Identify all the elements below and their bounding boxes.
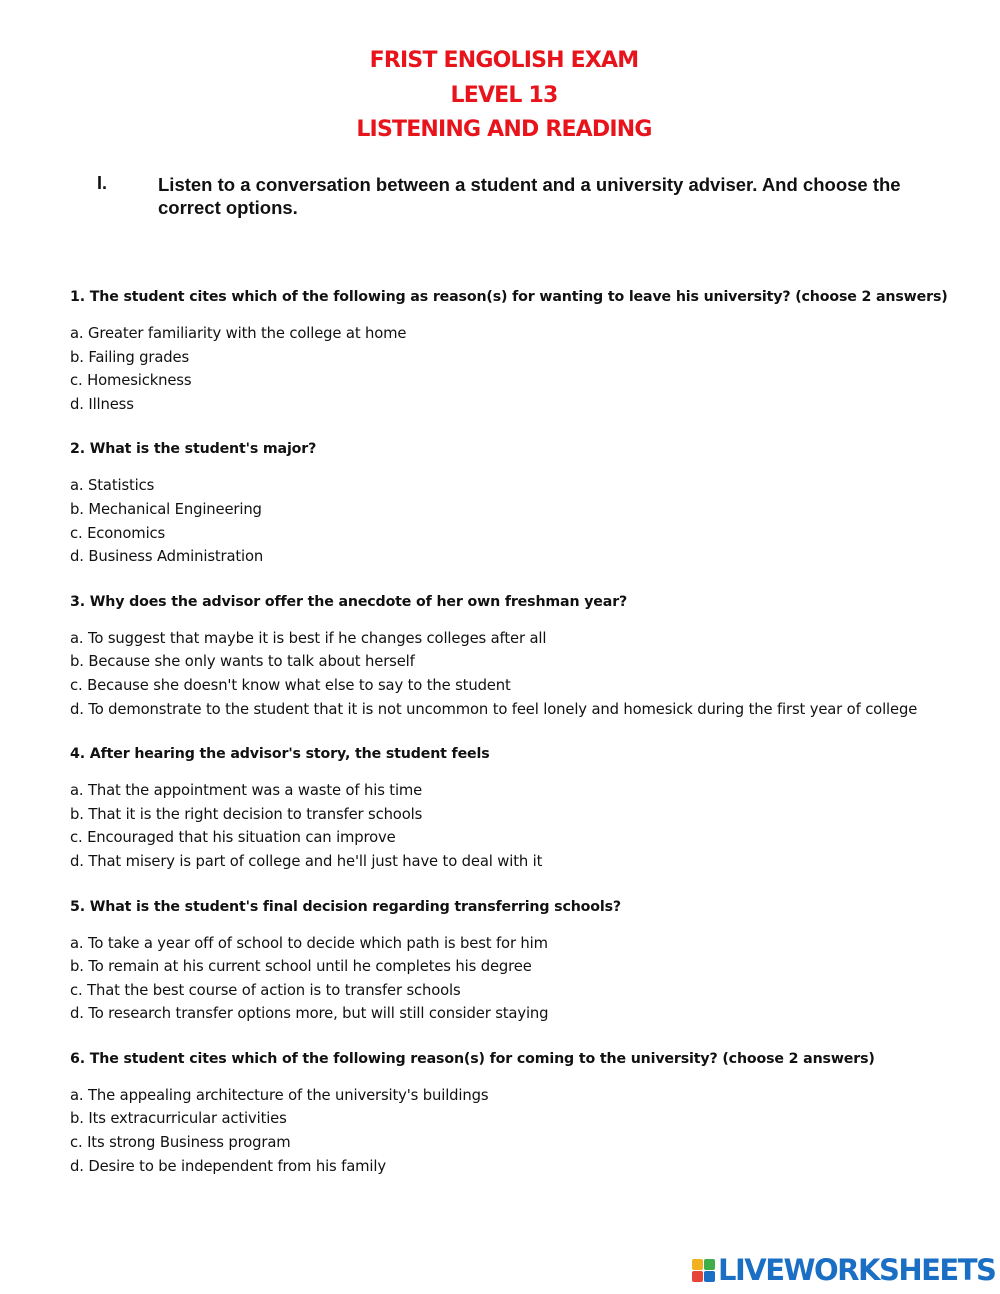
answer-option: c. Homesickness bbox=[70, 372, 192, 390]
logo-wordmark: LIVEWORKSHEETS bbox=[718, 1253, 996, 1287]
question-text: 6. The student cites which of the following reason(s) for coming to the university? (choose 2 answers) bbox=[70, 1050, 875, 1067]
question-list bbox=[70, 286, 970, 1200]
question-text: 5. What is the student's final decision regarding transferring schools? bbox=[70, 898, 621, 915]
answer-option: d. Illness bbox=[70, 395, 134, 413]
answer-option: d. To demonstrate to the student that it is not uncommon to feel lonely and homesick during the first year of college bbox=[70, 700, 918, 718]
answer-option: c. Economics bbox=[70, 524, 166, 542]
answer-option: d. Business Administration bbox=[70, 548, 264, 566]
answer-option: a. The appealing architecture of the university's buildings bbox=[70, 1086, 489, 1104]
answer-option: a. To suggest that maybe it is best if he changes colleges after all bbox=[70, 629, 547, 647]
answer-option: a. To take a year off of school to decide which path is best for him bbox=[70, 934, 548, 952]
exam-title: FRIST ENGOLISH EXAM bbox=[369, 48, 639, 73]
answer-option: b. To remain at his current school until he completes his degree bbox=[70, 958, 532, 976]
question-3 bbox=[70, 591, 970, 721]
question-text: 3. Why does the advisor offer the anecdote of her own freshman year? bbox=[70, 593, 628, 610]
answer-option: c. Encouraged that his situation can improve bbox=[70, 829, 396, 847]
exam-section-title: LISTENING AND READING bbox=[356, 117, 652, 142]
question-4 bbox=[70, 743, 970, 873]
answer-option: d. To research transfer options more, but will still consider staying bbox=[70, 1005, 549, 1023]
question-2 bbox=[70, 438, 970, 568]
answer-option: c. That the best course of action is to transfer schools bbox=[70, 981, 461, 999]
question-text: 2. What is the student's major? bbox=[70, 441, 317, 458]
answer-option: b. Mechanical Engineering bbox=[70, 500, 262, 518]
answer-option: b. Failing grades bbox=[70, 348, 190, 366]
liveworksheets-logo bbox=[692, 1253, 995, 1287]
section-numeral: I. bbox=[97, 173, 108, 193]
answer-option: c. Because she doesn't know what else to say to the student bbox=[70, 676, 511, 694]
question-1 bbox=[70, 286, 970, 416]
exam-title-block bbox=[0, 44, 1000, 148]
answer-option: b. That it is the right decision to transfer schools bbox=[70, 805, 423, 823]
question-text: 4. After hearing the advisor's story, the student feels bbox=[70, 746, 490, 763]
question-text: 1. The student cites which of the following as reason(s) for wanting to leave his university? (choose 2 answers) bbox=[70, 289, 948, 305]
answer-option: c. Its strong Business program bbox=[70, 1134, 291, 1152]
answer-option: d. That misery is part of college and he'll just have to deal with it bbox=[70, 852, 543, 870]
question-6 bbox=[70, 1048, 970, 1178]
question-5 bbox=[70, 896, 970, 1026]
instruction-text: Listen to a conversation between a student and a university adviser. And choose the correct options. bbox=[158, 174, 901, 218]
answer-option: b. Because she only wants to talk about herself bbox=[70, 653, 415, 671]
exam-level: LEVEL 13 bbox=[450, 82, 558, 108]
answer-option: a. Statistics bbox=[70, 477, 155, 495]
answer-option: a. Greater familiarity with the college at home bbox=[70, 325, 407, 342]
answer-option: b. Its extracurricular activities bbox=[70, 1110, 287, 1128]
logo-blocks-icon bbox=[692, 1259, 715, 1282]
answer-option: a. That the appointment was a waste of his time bbox=[70, 782, 423, 800]
answer-option: d. Desire to be independent from his family bbox=[70, 1157, 386, 1175]
